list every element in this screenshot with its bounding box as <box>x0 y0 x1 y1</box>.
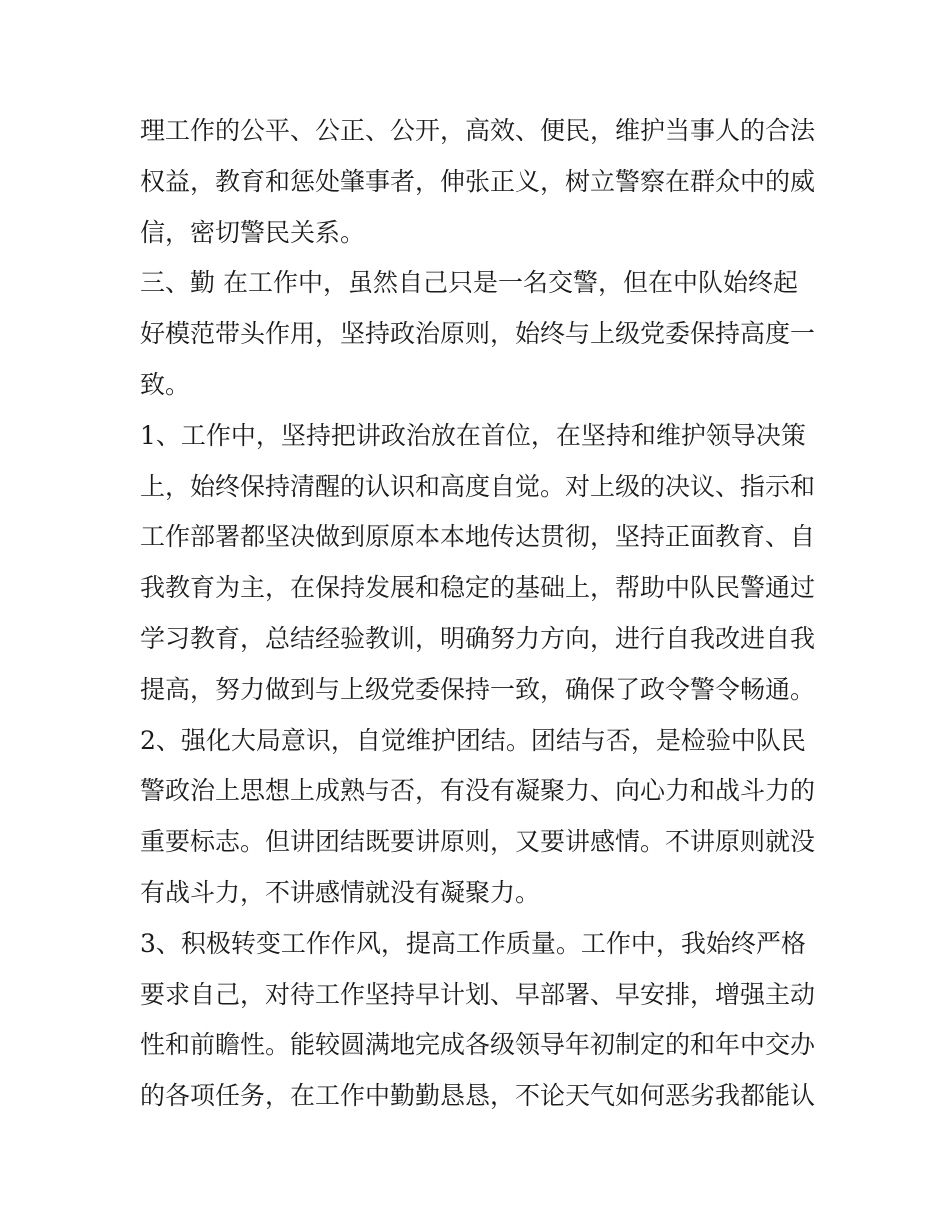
text-line: 3、积极转变工作作风，提高工作质量。工作中，我始终严格 <box>140 928 806 958</box>
text-line: 1、工作中，坚持把讲政治放在首位，在坚持和维护领导决策 <box>140 420 806 450</box>
text-line: 学习教育，总结经验教训，明确努力方向，进行自我改进自我 <box>140 623 816 653</box>
text-line: 权益，教育和惩处肇事者，伸张正义，树立警察在群众中的威 <box>140 166 816 196</box>
text-line: 好模范带头作用，坚持政治原则，始终与上级党委保持高度一 <box>140 319 816 349</box>
text-line: 提高，努力做到与上级党委保持一致，确保了政令警令畅通。 <box>140 674 816 704</box>
text-line: 性和前瞻性。能较圆满地完成各级领导年初制定的和年中交办 <box>140 1030 816 1060</box>
text-line: 要求自己，对待工作坚持早计划、早部署、早安排，增强主动 <box>140 979 816 1009</box>
text-line: 2、强化大局意识，自觉维护团结。团结与否，是检验中队民 <box>140 725 806 755</box>
text-line: 上，始终保持清醒的认识和高度自觉。对上级的决议、指示和 <box>140 471 816 501</box>
text-line: 有战斗力，不讲感情就没有凝聚力。 <box>140 877 541 907</box>
text-line: 的各项任务，在工作中勤勤恳恳，不论天气如何恶劣我都能认 <box>140 1081 816 1111</box>
text-line: 我教育为主，在保持发展和稳定的基础上，帮助中队民警通过 <box>140 573 816 603</box>
text-line: 警政治上思想上成熟与否，有没有凝聚力、向心力和战斗力的 <box>140 776 816 806</box>
text-line: 三、勤 在工作中，虽然自己只是一名交警，但在中队始终起 <box>140 268 798 298</box>
text-line: 理工作的公平、公正、公开，高效、便民，维护当事人的合法 <box>140 116 816 145</box>
text-line: 重要标志。但讲团结既要讲原则，又要讲感情。不讲原则就没 <box>140 827 816 857</box>
document-body <box>140 106 820 1122</box>
text-line: 致。 <box>140 369 191 399</box>
text-line: 工作部署都坚决做到原原本本地传达贯彻，坚持正面教育、自 <box>140 522 816 552</box>
text-line: 信，密切警民关系。 <box>140 217 366 247</box>
